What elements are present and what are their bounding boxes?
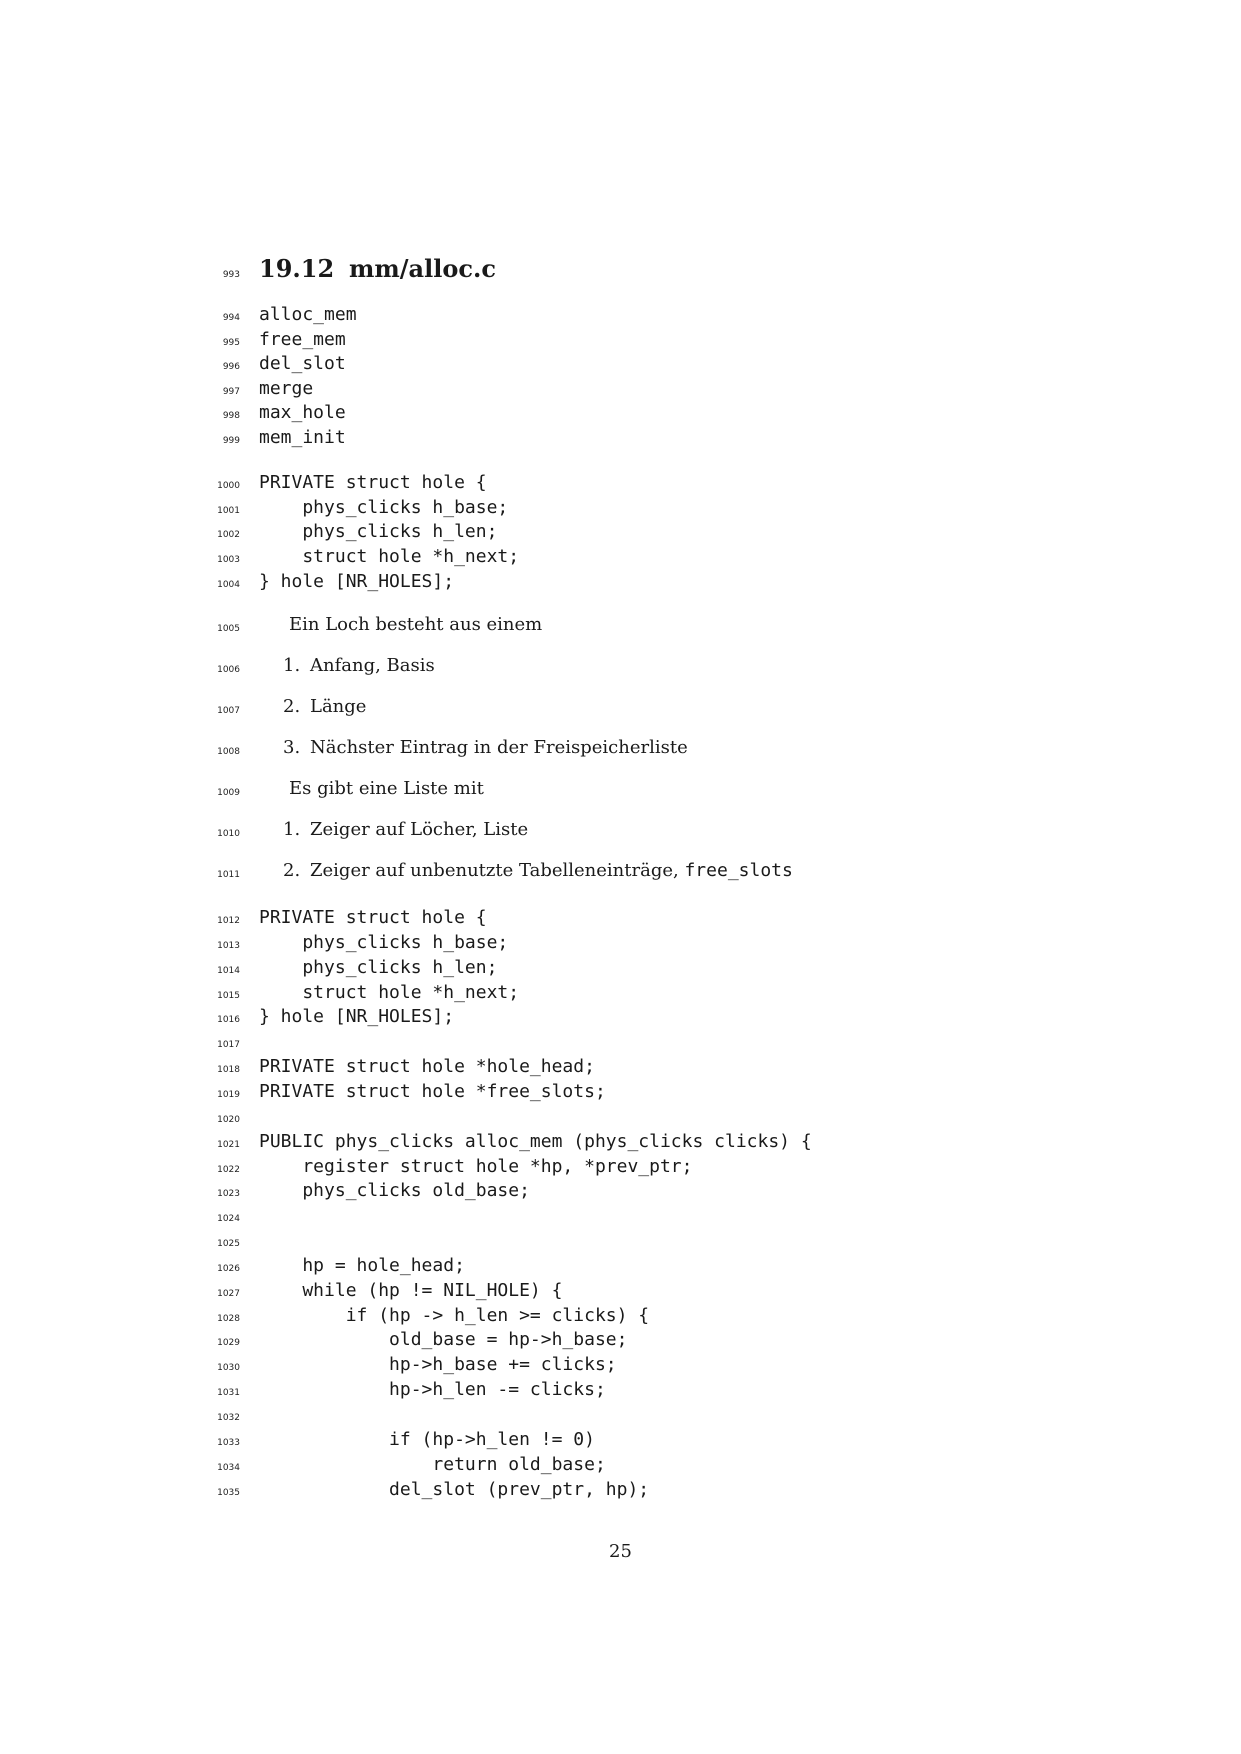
code-line xyxy=(0,1478,1241,1503)
prose-text: Es gibt eine Liste mit xyxy=(289,778,484,799)
line-number: 996 xyxy=(222,362,240,372)
line-number: 1004 xyxy=(217,580,240,590)
line-number: 1016 xyxy=(217,1015,240,1025)
prose-line xyxy=(0,778,1241,803)
code-text: hp->h_len -= clicks; xyxy=(259,1379,606,1400)
code-text: old_base = hp->h_base; xyxy=(259,1329,628,1350)
list-item-number: 2. xyxy=(283,860,301,881)
line-number: 1031 xyxy=(217,1388,240,1398)
code-text: while (hp != NIL_HOLE) { xyxy=(259,1280,563,1301)
list-item-text xyxy=(310,819,528,840)
code-text: } hole [NR_HOLES]; xyxy=(259,571,455,592)
list-item xyxy=(0,655,1241,680)
inline-code: free_slots xyxy=(684,860,793,881)
code-text: hp = hole_head; xyxy=(259,1255,465,1276)
code-text: PRIVATE struct hole { xyxy=(259,907,487,928)
code-line xyxy=(0,471,1241,496)
prose-text: Ein Loch besteht aus einem xyxy=(289,614,543,635)
list-item xyxy=(0,860,1241,885)
line-number: 1033 xyxy=(217,1438,240,1448)
code-line xyxy=(0,496,1241,521)
line-number: 1018 xyxy=(217,1065,240,1075)
code-line xyxy=(0,1403,1241,1428)
line-number: 998 xyxy=(222,411,240,421)
code-line xyxy=(0,520,1241,545)
section-heading xyxy=(259,254,496,283)
code-line xyxy=(0,401,1241,426)
section-number: 19.12 xyxy=(259,254,335,283)
line-number: 1019 xyxy=(217,1090,240,1100)
code-line xyxy=(0,328,1241,353)
code-line xyxy=(0,1155,1241,1180)
code-line xyxy=(0,906,1241,931)
code-line xyxy=(0,1279,1241,1304)
code-line xyxy=(0,1204,1241,1229)
line-number: 1008 xyxy=(217,747,240,757)
code-text: alloc_mem xyxy=(259,304,357,325)
prose-line xyxy=(0,614,1241,639)
code-line xyxy=(0,1130,1241,1155)
code-line xyxy=(0,1378,1241,1403)
line-number: 1022 xyxy=(217,1165,240,1175)
list-item-number: 1. xyxy=(283,655,301,676)
code-text: mem_init xyxy=(259,427,346,448)
code-text: phys_clicks h_base; xyxy=(259,497,509,518)
code-text: PRIVATE struct hole *free_slots; xyxy=(259,1081,606,1102)
list-item-label: Zeiger auf Löcher, Liste xyxy=(310,819,529,840)
line-number: 1012 xyxy=(217,916,240,926)
line-number: 995 xyxy=(222,338,240,348)
code-line xyxy=(0,1254,1241,1279)
code-line xyxy=(0,1428,1241,1453)
line-number: 1007 xyxy=(217,706,240,716)
code-line xyxy=(0,1353,1241,1378)
list-item xyxy=(0,737,1241,762)
code-line xyxy=(0,1304,1241,1329)
list-item-text: Anfang, Basis xyxy=(310,655,435,676)
line-number: 1021 xyxy=(217,1140,240,1150)
line-number: 999 xyxy=(222,436,240,446)
section-title: mm/alloc.c xyxy=(349,254,496,283)
line-number: 1014 xyxy=(217,966,240,976)
code-text: register struct hole *hp, *prev_ptr; xyxy=(259,1156,693,1177)
code-text: phys_clicks h_base; xyxy=(259,932,509,953)
code-text: if (hp->h_len != 0) xyxy=(259,1429,595,1450)
line-number: 1010 xyxy=(217,829,240,839)
code-text: phys_clicks old_base; xyxy=(259,1180,530,1201)
code-line xyxy=(0,956,1241,981)
line-number: 994 xyxy=(222,313,240,323)
code-line xyxy=(0,1328,1241,1353)
line-number: 1028 xyxy=(217,1314,240,1324)
code-text: } hole [NR_HOLES]; xyxy=(259,1006,455,1027)
line-number: 1027 xyxy=(217,1289,240,1299)
line-number: 1015 xyxy=(217,991,240,1001)
line-number: 1001 xyxy=(217,506,240,516)
code-text: PRIVATE struct hole *hole_head; xyxy=(259,1056,595,1077)
line-number: 1000 xyxy=(217,481,240,491)
code-text: del_slot xyxy=(259,353,346,374)
code-line xyxy=(0,1080,1241,1105)
line-number: 993 xyxy=(222,270,240,280)
code-line xyxy=(0,377,1241,402)
code-text: struct hole *h_next; xyxy=(259,982,520,1003)
list-item-text xyxy=(310,860,793,881)
line-number: 1013 xyxy=(217,941,240,951)
line-number: 1023 xyxy=(217,1189,240,1199)
list-item xyxy=(0,696,1241,721)
code-line xyxy=(0,1453,1241,1478)
code-text: PUBLIC phys_clicks alloc_mem (phys_clicks clicks) { xyxy=(259,1131,812,1152)
line-number: 1026 xyxy=(217,1264,240,1274)
list-item-label: Zeiger auf unbenutzte Tabelleneinträge, xyxy=(310,860,685,881)
code-text: del_slot (prev_ptr, hp); xyxy=(259,1479,650,1500)
line-number: 1003 xyxy=(217,555,240,565)
code-text: phys_clicks h_len; xyxy=(259,957,498,978)
line-number: 1032 xyxy=(217,1413,240,1423)
code-line xyxy=(0,545,1241,570)
line-number: 1011 xyxy=(217,870,240,880)
line-number: 1034 xyxy=(217,1463,240,1473)
code-line xyxy=(0,352,1241,377)
code-text: max_hole xyxy=(259,402,346,423)
line-number: 1029 xyxy=(217,1338,240,1348)
code-text: return old_base; xyxy=(259,1454,606,1475)
list-item xyxy=(0,819,1241,844)
code-line xyxy=(0,1229,1241,1254)
line-number: 1017 xyxy=(217,1040,240,1050)
code-line xyxy=(0,426,1241,451)
code-line xyxy=(0,1179,1241,1204)
code-line xyxy=(0,1105,1241,1130)
code-text: free_mem xyxy=(259,329,346,350)
line-number: 1020 xyxy=(217,1115,240,1125)
line-number: 997 xyxy=(222,387,240,397)
code-line xyxy=(0,931,1241,956)
list-item-text: Nächster Eintrag in der Freispeicherliste xyxy=(310,737,688,758)
page-number: 25 xyxy=(609,1541,632,1562)
code-text: struct hole *h_next; xyxy=(259,546,520,567)
code-text: PRIVATE struct hole { xyxy=(259,472,487,493)
code-line xyxy=(0,303,1241,328)
list-item-number: 2. xyxy=(283,696,301,717)
code-text: hp->h_base += clicks; xyxy=(259,1354,617,1375)
code-line xyxy=(0,1055,1241,1080)
list-item-number: 1. xyxy=(283,819,301,840)
code-line xyxy=(0,981,1241,1006)
code-text: if (hp -> h_len >= clicks) { xyxy=(259,1305,650,1326)
line-number: 1035 xyxy=(217,1488,240,1498)
line-number: 1006 xyxy=(217,665,240,675)
line-number: 1009 xyxy=(217,788,240,798)
code-text: merge xyxy=(259,378,314,399)
code-text: phys_clicks h_len; xyxy=(259,521,498,542)
line-number: 1002 xyxy=(217,530,240,540)
line-number: 1024 xyxy=(217,1214,240,1224)
code-line xyxy=(0,1005,1241,1030)
line-number: 1005 xyxy=(217,624,240,634)
section-heading-line xyxy=(0,254,1241,285)
list-item-text: Länge xyxy=(310,696,367,717)
line-number: 1025 xyxy=(217,1239,240,1249)
code-line xyxy=(0,1030,1241,1055)
code-line xyxy=(0,570,1241,595)
line-number: 1030 xyxy=(217,1363,240,1373)
list-item-number: 3. xyxy=(283,737,301,758)
